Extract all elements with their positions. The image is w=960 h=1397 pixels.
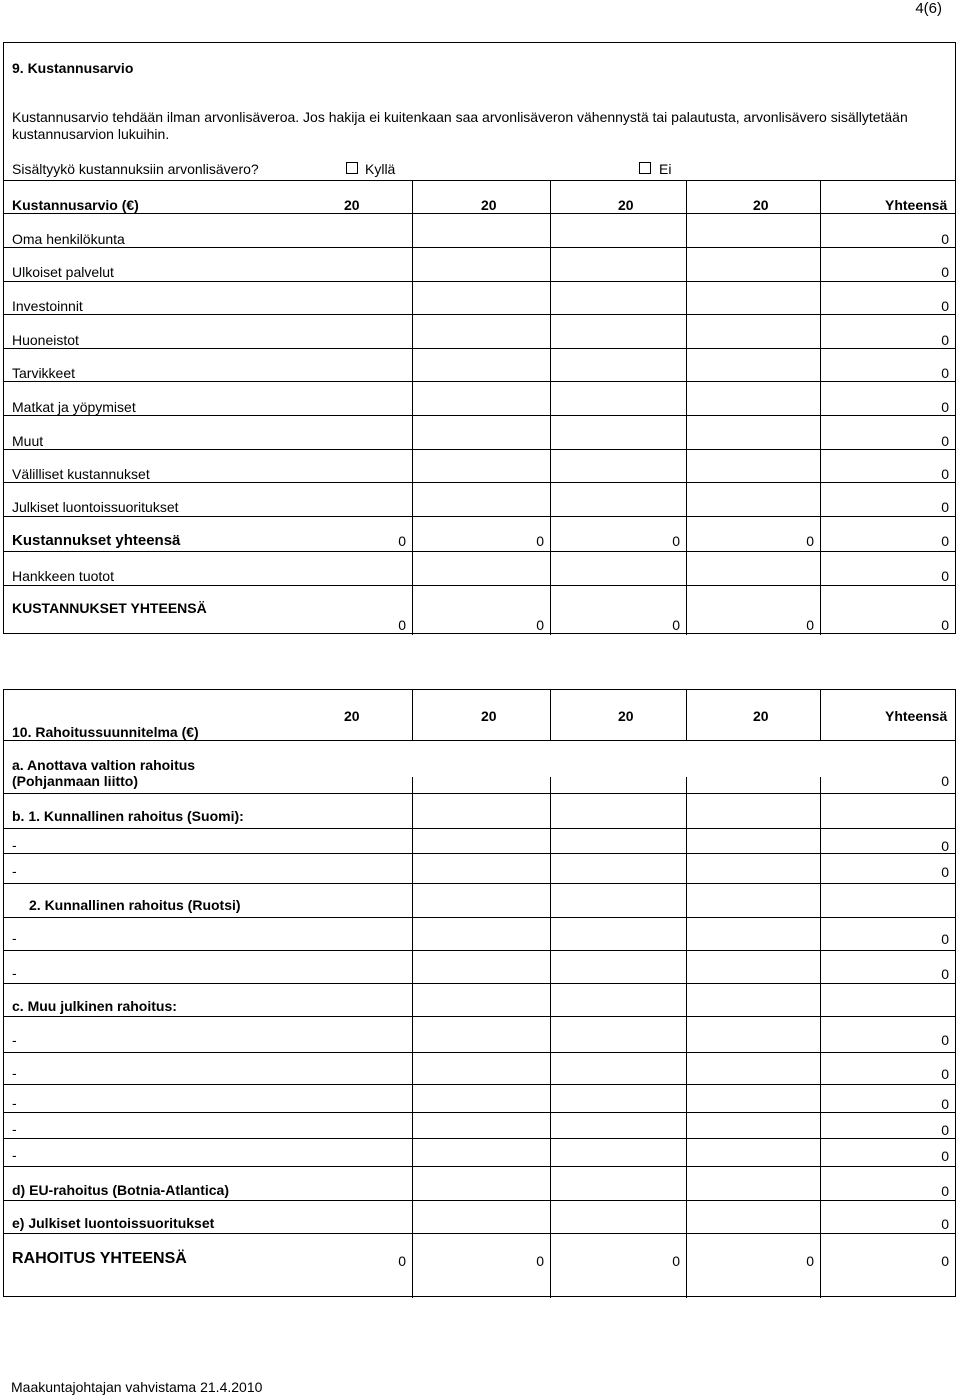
municipal-fi-label: b. 1. Kunnallinen rahoitus (Suomi): (12, 808, 244, 824)
cost-row-total: 0 (941, 466, 949, 482)
year-header: 20 (618, 708, 634, 724)
funding-row-total: 0 (941, 931, 949, 947)
cost-row-total: 0 (941, 365, 949, 381)
funding-total-label: RAHOITUS YHTEENSÄ (12, 1250, 187, 1267)
cost-row-total: 0 (941, 332, 949, 348)
row-line (4, 1052, 955, 1053)
funding-row-label: - (12, 1147, 17, 1163)
row-line (4, 883, 955, 884)
costs-total-label: Kustannukset yhteensä (12, 532, 181, 549)
year-header: 20 (344, 708, 360, 724)
funding-total-value: 0 (806, 1253, 814, 1269)
row-line (4, 1233, 955, 1234)
costs-total-value: 0 (398, 533, 406, 549)
row-line (4, 828, 955, 829)
in-kind-total: 0 (941, 1216, 949, 1232)
costs-total-value: 0 (941, 533, 949, 549)
row-line (4, 950, 955, 951)
year-header: 20 (344, 197, 360, 213)
column-divider (686, 180, 687, 635)
total-header: Yhteensä (885, 197, 948, 213)
grand-total-value: 0 (941, 617, 949, 633)
row-line (4, 1016, 955, 1017)
eu-funding-label: d) EU-rahoitus (Botnia-Atlantica) (12, 1182, 229, 1198)
funding-total-value: 0 (536, 1253, 544, 1269)
column-divider (550, 180, 551, 635)
state-funding-sublabel: (Pohjanmaan liitto) (12, 773, 138, 789)
column-divider (820, 777, 821, 1298)
funding-row-total: 0 (941, 864, 949, 880)
section-heading: 10. Rahoitussuunnitelma (€) (12, 724, 199, 740)
row-line (4, 1112, 955, 1113)
year-header: 20 (753, 197, 769, 213)
column-divider (686, 690, 687, 740)
vat-yes-label: Kyllä (365, 161, 396, 177)
row-line (4, 585, 955, 586)
in-kind-label: e) Julkiset luontoissuoritukset (12, 1215, 215, 1231)
cost-row-label: Ulkoiset palvelut (12, 264, 114, 280)
row-line (4, 482, 955, 483)
cost-row-label: Välilliset kustannukset (12, 466, 150, 482)
state-funding-label: a. Anottava valtion rahoitus (12, 757, 196, 773)
row-line (4, 281, 955, 282)
page-number: 4(6) (915, 0, 942, 17)
column-divider (412, 777, 413, 1298)
row-line (4, 247, 955, 248)
total-header: Yhteensä (885, 708, 948, 724)
row-line (4, 551, 955, 552)
cost-estimate-section (3, 42, 956, 634)
funding-row-label: - (12, 1065, 17, 1081)
year-header: 20 (618, 197, 634, 213)
column-divider (686, 777, 687, 1298)
grand-total-value: 0 (806, 617, 814, 633)
column-divider (820, 180, 821, 635)
funding-row-label: - (12, 965, 17, 981)
costs-total-value: 0 (536, 533, 544, 549)
grand-total-label: KUSTANNUKSET YHTEENSÄ (12, 600, 207, 616)
cost-row-label: Investoinnit (12, 298, 83, 314)
funding-total-value: 0 (398, 1253, 406, 1269)
row-line (4, 415, 955, 416)
column-divider (550, 777, 551, 1298)
funding-row-total: 0 (941, 838, 949, 854)
row-line (4, 381, 955, 382)
grand-total-value: 0 (536, 617, 544, 633)
funding-row-label: - (12, 837, 17, 853)
cost-row-label: Matkat ja yöpymiset (12, 399, 136, 415)
cost-table-title: Kustannusarvio (€) (12, 197, 139, 213)
eu-funding-total: 0 (941, 1183, 949, 1199)
income-total: 0 (941, 568, 949, 584)
municipal-se-label: 2. Kunnallinen rahoitus (Ruotsi) (29, 897, 241, 913)
table-top-line (4, 180, 955, 181)
cost-row-label: Oma henkilökunta (12, 231, 125, 247)
row-line (4, 1166, 955, 1167)
cost-row-total: 0 (941, 231, 949, 247)
cost-row-total: 0 (941, 399, 949, 415)
funding-plan-section (3, 689, 956, 1297)
funding-row-label: - (12, 1121, 17, 1137)
row-line (4, 983, 955, 984)
funding-row-label: - (12, 1095, 17, 1111)
column-divider (412, 180, 413, 635)
year-header: 20 (481, 708, 497, 724)
funding-row-total: 0 (941, 1066, 949, 1082)
cost-row-total: 0 (941, 433, 949, 449)
cost-row-label: Tarvikkeet (12, 365, 76, 381)
column-divider (820, 690, 821, 740)
funding-row-total: 0 (941, 1148, 949, 1164)
grand-total-value: 0 (398, 617, 406, 633)
state-funding-total: 0 (941, 773, 949, 789)
section-heading: 9. Kustannusarvio (12, 60, 134, 76)
row-line (4, 740, 955, 741)
row-line (4, 917, 955, 918)
row-line (4, 793, 955, 794)
costs-total-value: 0 (672, 533, 680, 549)
row-line (4, 449, 955, 450)
year-header: 20 (753, 708, 769, 724)
funding-row-total: 0 (941, 1122, 949, 1138)
cost-row-total: 0 (941, 499, 949, 515)
funding-total-value: 0 (672, 1253, 680, 1269)
vat-no-label: Ei (659, 161, 672, 177)
other-public-label: c. Muu julkinen rahoitus: (12, 998, 177, 1014)
funding-row-total: 0 (941, 966, 949, 982)
vat-paragraph-line2: kustannusarvion lukuihin. (12, 126, 170, 142)
row-line (4, 853, 955, 854)
cost-row-total: 0 (941, 264, 949, 280)
row-line (4, 516, 955, 517)
column-divider (412, 690, 413, 740)
row-line (4, 1138, 955, 1139)
cost-row-label: Huoneistot (12, 332, 79, 348)
grand-total-value: 0 (672, 617, 680, 633)
cost-row-label: Muut (12, 433, 44, 449)
row-line (4, 213, 955, 214)
year-header: 20 (481, 197, 497, 213)
cost-row-label: Julkiset luontoissuoritukset (12, 499, 179, 515)
row-line (4, 1200, 955, 1201)
cost-row-total: 0 (941, 298, 949, 314)
costs-total-value: 0 (806, 533, 814, 549)
row-line (4, 314, 955, 315)
column-divider (550, 690, 551, 740)
funding-row-label: - (12, 930, 17, 946)
footer-note: Maakuntajohtajan vahvistama 21.4.2010 (11, 1379, 263, 1395)
row-line (4, 1084, 955, 1085)
funding-row-label: - (12, 863, 17, 879)
vat-no-checkbox[interactable] (639, 162, 651, 174)
funding-row-label: - (12, 1032, 17, 1048)
funding-row-total: 0 (941, 1096, 949, 1112)
vat-yes-checkbox[interactable] (346, 162, 358, 174)
funding-total-value: 0 (941, 1253, 949, 1269)
vat-paragraph-line1: Kustannusarvio tehdään ilman arvonlisäveroa. Jos hakija ei kuitenkaan saa arvonlisäveron vähennystä tai palautusta, arvonlisävero sisällytetään (12, 109, 908, 125)
income-label: Hankkeen tuotot (12, 568, 114, 584)
vat-question: Sisältyykö kustannuksiin arvonlisävero? (12, 161, 259, 177)
row-line (4, 348, 955, 349)
funding-row-total: 0 (941, 1032, 949, 1048)
